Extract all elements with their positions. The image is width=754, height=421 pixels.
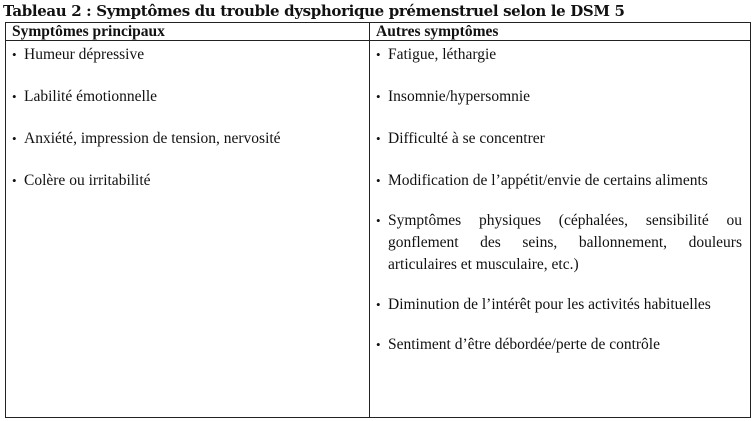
bullet-icon: • — [376, 337, 381, 352]
list-item — [376, 128, 742, 150]
list-item-text: Diminution de l’intérêt pour les activités habituelles — [388, 296, 711, 313]
bullet-icon: • — [376, 131, 381, 146]
list-item — [12, 86, 361, 108]
list-item — [376, 170, 742, 192]
list-item — [376, 210, 742, 276]
list-item — [376, 334, 742, 356]
list-item-text: Modification de l’appétit/envie de certains aliments — [388, 172, 708, 189]
list-item — [12, 170, 361, 192]
list-item-text: Insomnie/hypersomnie — [388, 88, 531, 105]
header-autres-symptomes: Autres symptômes — [370, 23, 751, 41]
list-item — [376, 86, 742, 108]
list-item-text: Difficulté à se concentrer — [388, 130, 545, 147]
list-item-text: Labilité émotionnelle — [24, 88, 157, 105]
list-item-text: Symptômes physiques (céphalées, sensibilité ou gonflement des seins, ballonnement, douleurs articulaires et musculaire, etc.) — [388, 212, 742, 273]
bullet-icon: • — [376, 89, 381, 104]
list-item-text: Anxiété, impression de tension, nervosité — [24, 130, 281, 147]
bullet-icon: • — [12, 131, 17, 146]
list-item — [376, 44, 742, 66]
principaux-cell — [6, 41, 370, 418]
list-item-text: Fatigue, léthargie — [388, 46, 497, 63]
bullet-icon: • — [12, 47, 17, 62]
table-body-row — [6, 41, 751, 418]
header-symptomes-principaux: Symptômes principaux — [6, 23, 370, 41]
bullet-icon: • — [376, 47, 381, 62]
autres-cell — [370, 41, 751, 418]
symptoms-table — [5, 22, 751, 418]
bullet-icon: • — [376, 213, 381, 228]
bullet-icon: • — [376, 173, 381, 188]
bullet-icon: • — [12, 173, 17, 188]
autres-list — [376, 41, 742, 356]
bullet-icon: • — [12, 89, 17, 104]
principaux-list — [12, 41, 361, 192]
list-item — [376, 294, 742, 316]
bullet-icon: • — [376, 297, 381, 312]
list-item — [12, 128, 361, 150]
list-item-text: Sentiment d’être débordée/perte de contrôle — [388, 336, 660, 353]
table-caption: Tableau 2 : Symptômes du trouble dysphorique prémenstruel selon le DSM 5 — [3, 2, 625, 20]
table-header-row — [6, 23, 751, 41]
list-item-text: Humeur dépressive — [24, 46, 145, 63]
list-item — [12, 44, 361, 66]
list-item-text: Colère ou irritabilité — [24, 172, 151, 189]
